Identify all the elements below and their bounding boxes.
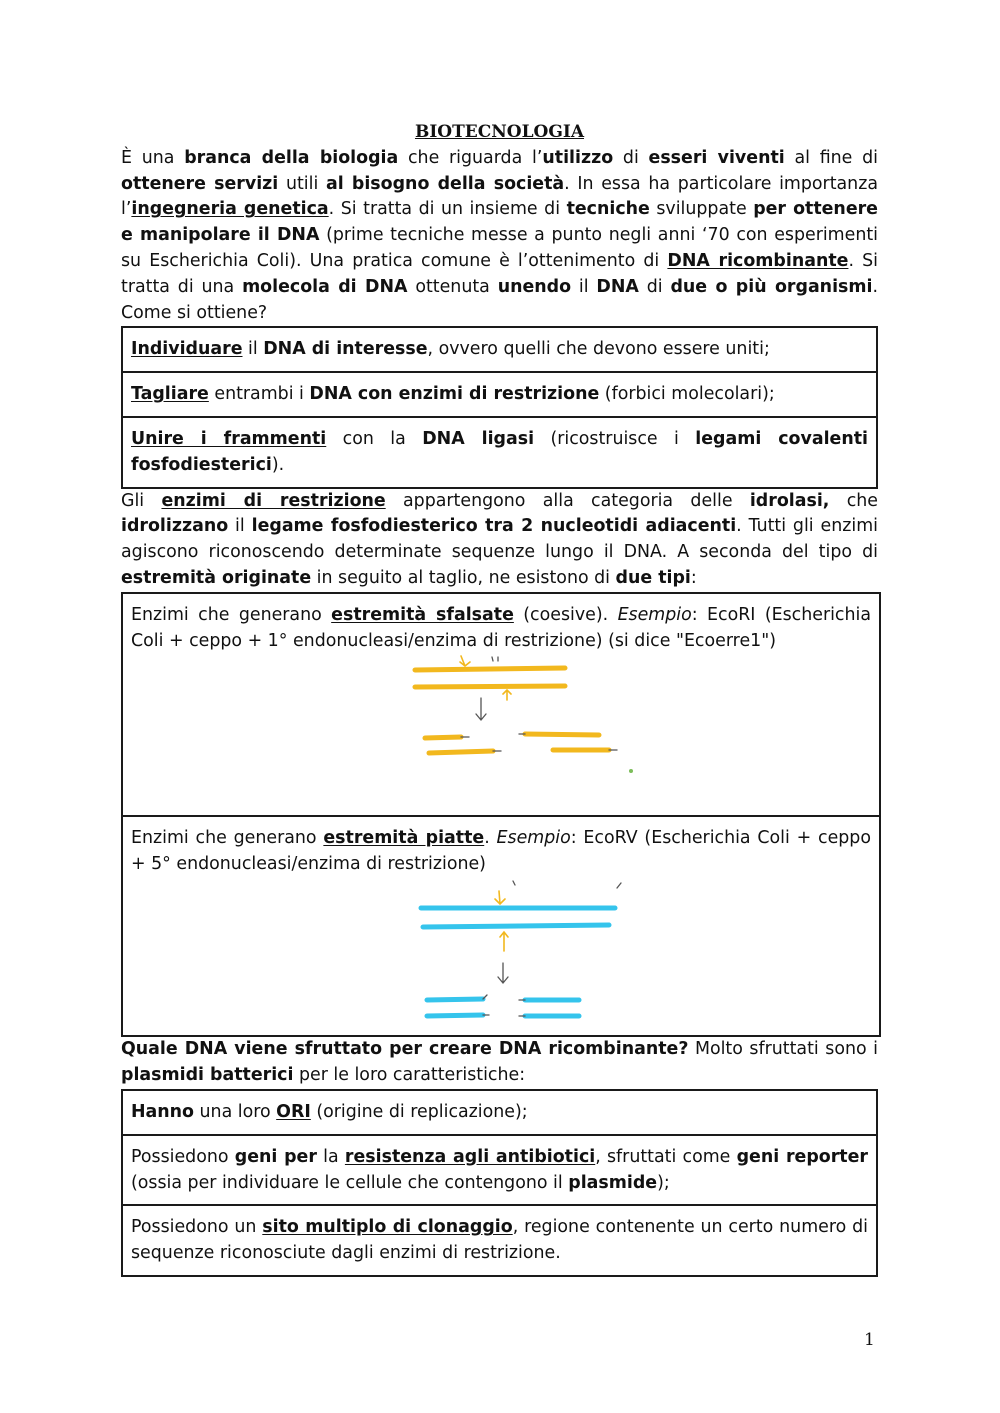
text: . Si tratta di un insieme di [328,199,567,220]
text: Enzimi che generano [131,827,324,848]
bold-text: tecniche [566,199,650,220]
text: (coesive). [513,604,618,625]
bold-text: geni per [234,1146,317,1167]
table-row [122,593,880,816]
intro-paragraph [121,146,878,327]
step-cell-1 [122,327,877,372]
bold-text: plasmidi batterici [121,1065,294,1086]
step-arrow-icon [476,698,486,720]
bold-text: Quale DNA viene sfruttato per creare DNA ricombinante? [121,1039,689,1060]
text: . Si tratta di una [121,250,878,297]
italic-text: Esempio [496,827,571,848]
bold-text: due o più organismi [670,276,873,297]
bold-underlined-text: ingegneria genetica [131,199,329,220]
bold-underlined-text: enzimi di restrizione [161,490,386,511]
dna-fragment [429,751,493,753]
blunt-ends-cell [122,816,880,1037]
text: in seguito al taglio, ne esistono di [311,567,616,588]
bold-text: DNA di interesse [263,339,428,360]
step-arrow-icon [498,963,508,983]
text: il [571,276,597,297]
table-row [122,417,877,488]
feature-cell-1 [122,1090,877,1135]
text: Enzimi che generano [131,604,332,625]
dna-strand [423,925,609,927]
table-row [122,1135,877,1206]
bold-underlined-text: Unire i frammenti [131,428,327,449]
bold-text: idrolasi, [749,490,830,511]
text: di [613,147,649,168]
bold-underlined-text: Individuare [131,339,243,360]
text: utili [278,173,326,194]
plasmid-features-table [121,1089,878,1277]
text: ottenuta [407,276,498,297]
enzyme-types-table [121,592,881,1038]
text: : EcoRV (Escherichia Coli + ceppo + 5° endonucleasi/enzima di restrizione) [131,827,871,874]
text: con la [326,428,423,449]
text: (ricostruisce i [534,428,696,449]
text: il [228,516,252,537]
text: sviluppate [649,199,754,220]
dna-fragment [427,1015,483,1016]
table-row [122,372,877,417]
text: il [242,339,264,360]
text: che riguarda l’ [398,147,543,168]
text: (forbici molecolari); [599,384,775,405]
text: ); [657,1172,670,1193]
table-row [122,1090,877,1135]
text: , sfruttati come [595,1146,737,1167]
dna-fragment [525,734,599,735]
enzymes-paragraph [121,489,878,592]
text: Gli [121,490,162,511]
bold-text: Hanno [131,1101,194,1122]
text: : EcoRI (Escherichia Coli + ceppo + 1° endonucleasi/enzima di restrizione) (si dice "Ecoerre1") [131,604,871,651]
dna-fragment [427,999,483,1000]
table-row [122,816,880,1037]
bold-text: branca della biologia [184,147,399,168]
bold-text: esseri viventi [648,147,785,168]
text: di [638,276,671,297]
bold-text: legami covalenti fosfodiesterici [131,428,868,475]
steps-table [121,326,878,488]
text: al fine di [784,147,878,168]
bold-underlined-text: sito multiplo di clonaggio [262,1217,513,1238]
table-row [122,1205,877,1276]
step-cell-2 [122,372,877,417]
text: Molto sfruttati sono i [688,1039,878,1060]
dna-fragment [425,737,461,738]
bold-text: DNA con enzimi di restrizione [309,384,600,405]
bold-text: al bisogno della società [325,173,565,194]
bold-underlined-text: DNA ricombinante [667,250,849,271]
text: una loro [194,1101,277,1122]
italic-text: Esempio [617,604,692,625]
text: , regione contenente un certo numero di sequenze riconosciute dagli enzimi di restrizione. [131,1217,868,1264]
blunt-ends-text [131,826,871,878]
bold-text: due tipi [615,567,691,588]
bold-text: per ottenere e manipolare il DNA [121,199,878,246]
text: . Tutti gli enzimi agiscono riconoscendo determinate sequenze lungo il DNA. A seconda del tipo di [121,516,878,563]
dna-strand [415,668,565,670]
cut-arrow-icon [503,690,511,700]
text: per le loro caratteristiche: [293,1065,526,1086]
text: (prime tecniche messe a punto negli anni ‘70 con esperimenti su Escherichia Coli). Una pratica comune è l’ottenimento di [121,225,878,271]
bold-text: plasmide [568,1172,658,1193]
text: È una [121,147,185,168]
table-row [122,327,877,372]
page-content [121,120,878,1277]
question-paragraph [121,1037,878,1089]
cut-arrow-icon [500,932,508,951]
dna-strand [415,686,565,687]
page-number: 1 [864,1330,875,1350]
bold-underlined-text: estremità piatte [323,827,485,848]
bold-underlined-text: resistenza agli antibiotici [344,1146,596,1167]
feature-cell-2 [122,1135,877,1206]
cut-arrow-icon [460,656,470,666]
bold-text: DNA [596,276,639,297]
text: Possiedono [131,1146,235,1167]
bold-underlined-text: estremità sfalsate [331,604,514,625]
text: (origine di replicazione); [310,1101,528,1122]
bold-underlined-text: Tagliare [131,384,209,405]
text: . In essa ha particolare importanza l’ [121,173,878,220]
cut-arrow-icon [495,891,505,904]
bold-text: molecola di DNA [242,276,408,297]
feature-cell-3 [122,1205,877,1276]
text: Possiedono un [131,1217,263,1238]
text: (ossia per individuare le cellule che contengono il [131,1172,569,1193]
step-cell-3 [122,417,877,488]
text: appartengono alla categoria delle [385,490,750,511]
text: : [690,567,697,588]
sticky-ends-diagram [131,654,871,782]
bold-text: ottenere servizi [121,173,279,194]
sticky-ends-cell [122,593,880,816]
text: , ovvero quelli che devono essere uniti; [427,339,770,360]
bold-text: unendo [497,276,572,297]
bold-text: idrolizzano [121,516,229,537]
bold-text: estremità originate [121,567,312,588]
text: entrambi i [208,384,310,405]
bold-text: legame fosfodiesterico tra 2 nucleotidi adiacenti [251,516,737,537]
bold-text: DNA ligasi [422,428,535,449]
bold-underlined-text: ORI [276,1101,311,1122]
blunt-ends-diagram [131,877,871,1027]
text: che [829,490,879,511]
bold-text: geni reporter [736,1146,868,1167]
page-title: BIOTECNOLOGIA [414,122,585,142]
text: . [484,827,497,848]
text: la [316,1146,345,1167]
text: . Come si ottiene? [121,276,878,323]
text: ). [271,454,285,475]
bold-text: utilizzo [542,147,614,168]
sticky-ends-text [131,603,871,655]
